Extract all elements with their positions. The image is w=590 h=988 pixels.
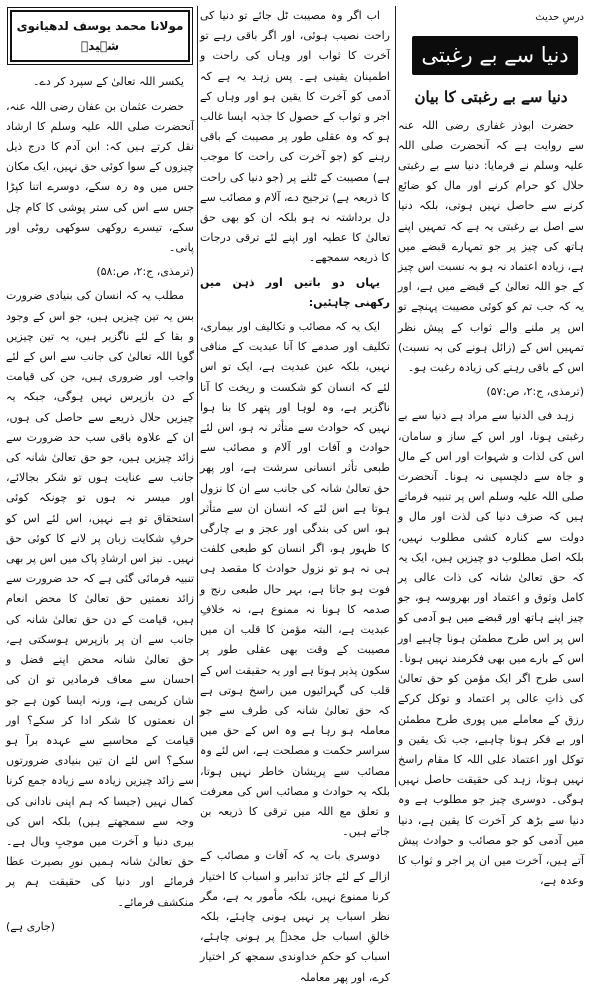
commentary-paragraph: مطلب یہ کہ انسان کی بنیادی ضرورت بس یہ تین چیزیں ہیں، جو اس کے وجود و بقا کے لئے ناگزیر ہیں، یہ تین چیزیں گویا اللہ تعالیٰ کی جانب سے اس کے لئے واجب اور ضروری ہیں، جن کی قیامت کے دن بازپرس نہیں ہوگی، جبکہ یہ چیزیں حلال ذریعے سے حاصل کی ہوں، ان کے علاوہ باقی سب حد ضرورت سے زائد چیزیں ہیں، جو حق تعالیٰ شانہ کی جانب سے عنایت ہوں تو شکر بجالائے، اور میسر نہ ہوں تو چونکہ کوئی استحقاق تو ہے نہیں، اس لئے اس کو حرفِ شکایت زبان پر لانے کا کوئی حق نہیں۔ نیز اس ارشادِ پاک میں اس پر بھی تنبیہ فرمائی گئی ہے کہ حد ضرورت سے زائد نعمتیں حق تعالیٰ کا محض انعام ہیں، قیامت کے دن حق تعالیٰ شانہ کی جانب سے ان پر بازپرس ہوسکتی ہے، حق تعالیٰ شانہ محض اپنے فضل و احسان سے معاف فرمادیں تو ان کی شان کریمی ہے، ورنہ ایسا کون ہے جو ان نعمتوں کا شکر ادا کر سکے؟ اور قیامت کے محاسبے سے عہدہ برآ ہو سکے؟ اس لئے ان تین بنیادی ضرورتوں سے زائد چیزیں زیادہ سے زیادہ جمع کرنا کمال نہیں (جیسا کہ ہم اپنی نادانی کی وجہ سے سمجھتے ہیں) بلکہ اس کی بیری دنیا و آخرت میں موجبِ وبال ہے۔ حق تعالیٰ شانہ ہمیں نورِ بصیرت عطا فرمائے اور دنیا کی حقیقت ہم پر منکشف فرمائے۔ [6, 289, 194, 909]
middle-column [200, 6, 390, 984]
right-column [398, 6, 584, 888]
hadith-citation: (ترمذی، ج:۲، ص:۵۸) [96, 265, 194, 279]
continued-marker: (جاری ہے) [6, 919, 56, 933]
column-divider [395, 6, 396, 787]
column-divider [197, 6, 198, 787]
hadith-citation: (ترمذی، ج:۲، ص:۵۷) [486, 385, 584, 399]
section-heading: دنیا سے بے رغبتی کا بیان [414, 88, 568, 107]
commentary-paragraph: ایک یہ کہ مصائب و تکالیف اور بیماری، تکلیف اور صدمے کا آنا عبدیت کے منافی نہیں، بلکہ عین عبدیت ہے، ایک تو اس لئے کہ انسان کو شکست و ریخت کا آنا ناگزیر ہے، وہ لوہا اور پتھر کا بنا ہوا نہیں کہ حوادث سے متأثر نہ ہو، اس لئے حوادث و آفات اور آلام و مصائب سے طبعی تأثر انسانی سرشت ہے، اور پھر حق تعالیٰ شانہ کی جانب سے ان کا نزول ہوتا ہے اس لئے کہ انسان ان سے متأثر ہو، اس کی بندگی اور عجز و بے چارگی کا ظہور ہو، اگر انسان کو طبعی کلفت ہی نہ ہو تو نزول حوادث کا مقصد ہی فوت ہو جاتا ہے، بہر حال طبعی رنج و صدمہ کا ہونا نہ ممنوع ہے، نہ خلافِ عبدیت ہے، البتہ مؤمن کا قلب ان میں مصیبت کے وقت بھی عقلی طور پر سکون پذیر ہوتا ہے اور یہ حقیقت اس کے قلب کی گہرائیوں میں راسخ ہوتی ہے کہ حق تعالیٰ شانہ کی طرف سے جو معاملہ ہو رہا ہے وہ اس کے حق میں سراسر حکمت و مصلحت ہے، اس لئے وہ مصائب سے پریشان خاطر نہیں ہوتا، بلکہ یہ حوادث و مصائب اس کی معرفت و تعلق مع اللہ میں ترقی کا ذریعہ بن جاتے ہیں۔ [200, 320, 390, 839]
hadith-paragraph: حضرت عثمان بن عفان رضی اللہ عنہ، آنحضرت صلی اللہ علیہ وسلم کا ارشاد نقل کرتے ہیں کہ: ابن آدم کا درج ذیل چیزوں کے سوا کوئی حق نہیں، ایک مکان جس میں وہ رہ سکے، دوسرے اتنا کپڑا جس سے اس کی ستر پوشی کا کام چل سکے، تیسرے روکھی سوکھی روٹی اور پانی۔ [6, 99, 194, 255]
column-label: درسِ حدیث [535, 12, 584, 23]
article-title: دنیا سے بے رغبتی [412, 36, 578, 75]
left-column [6, 6, 194, 933]
commentary-paragraph: دوسری بات یہ کہ آفات و مصائب کے ازالے کے لئے جائز تدابیر و اسباب کا اختیار کرنا ممنوع نہیں، بلکہ مأمور بہ ہے، مگر نظر اسباب پر نہیں ہونی چاہئے، بلکہ خالقِ اسباب جل مجدہٗ پر ہونی چاہئے، اسباب کو حکمِ خداوندی سمجھ کر اختیار کرے، اور پھر معاملہ [200, 849, 390, 984]
author-byline: مولانا محمد یوسف لدھیانوی شہیدؒ [10, 10, 190, 62]
commentary-paragraph: اب اگر وہ مصیبت ٹل جائے تو دنیا کی راحت نصیب ہوئی، اور اگر باقی رہے تو آخرت کا ثواب اور وہاں کی راحت و اطمینان یقینی ہے۔ پس زہد یہ ہے کہ آدمی کو آخرت کا یقین ہو اور وہاں کے اجر و ثواب کے حصول کا جذبہ ایسا غالب ہو کہ وہ عقلی طور پر مصیبت کے باقی رہنے کو (جو آخرت کی راحت کا موجب ہے) مصیبت کے ٹلنے پر (جو دنیا کی راحت کا ذریعہ ہے) ترجیح دے، آلام و مصائب سے دل برداشتہ نہ ہو بلکہ ان کو بھی حق تعالیٰ کا عطیہ اور اپنے لئے ترقی درجات کا ذریعہ سمجھے۔ [200, 9, 390, 265]
commentary-paragraph: یہاں دو باتیں اور ذہن میں رکھنی چاہئیں: [200, 275, 390, 309]
commentary-paragraph: یکسر اللہ تعالیٰ کے سپرد کر دے۔ [32, 75, 184, 89]
hadith-paragraph: حضرت ابوذر غفاری رضی اللہ عنہ سے روایت ہے کہ آنحضرت صلی اللہ علیہ وسلم نے فرمایا: دنیا سے بے رغبتی حلال کو حرام کرنے اور مال کو ضائع کرنے سے حاصل نہیں ہوتی، بلکہ دنیا سے اصل بے رغبتی یہ ہے کہ تمہیں اپنے ہاتھ کی چیز پر جو تمہارے قبضے میں ہے، زیادہ اعتماد نہ ہو بہ نسبت اس چیز کے جو اللہ تعالیٰ کے قبضے میں ہے، اور یہ کہ جب تم کو کوئی مصیبت پہنچے تو اس پر ملنے والے ثواب کے پیش نظر تمہیں اس کے (زائل ہونے کی بہ نسبت) اس کے باقی رہنے کی زیادہ رغبت ہو۔ [398, 118, 584, 375]
commentary-paragraph: زہد فی الدنیا سے مراد ہے دنیا سے بے رغبتی ہونا، اور اس کے ساز و سامان، اس کی لذات و شہوات اور اس کے مال و جاہ سے دلچسپی نہ ہونا۔ آنحضرت صلی اللہ علیہ وسلم اس پر تنبیہ فرماتے ہیں کہ صرف دنیا کی لذت اور مال و دولت سے کنارہ کشی مطلوب نہیں، بلکہ اصل مطلوب دو چیزیں ہیں، ایک یہ کہ حق تعالیٰ شانہ کی ذات عالی پر کامل وثوق و اعتماد اور بھروسہ ہو، جو چیز اپنے ہاتھ اور قبضے میں ہو آدمی کو اس پر اس طرح مطمئن ہونا چاہیے اور اس کے بارے میں بھی فکرمند نہیں ہونا۔ اسی طرح اگر ایک مؤمن کو حق تعالیٰ کی ذاتِ عالی پر اعتماد و توکل کرکے رزق کے معاملے میں پوری طرح مطمئن اور بے فکر ہونا چاہیے، جب تک یقین و توکل اور اعتماد علی اللہ کا مقام راسخ نہیں ہوتا، زہد کی حقیقت حاصل نہیں ہوگی۔ دوسری چیز جو مطلوب ہے وہ دنیا سے بڑھ کر آخرت کا یقین ہے، دنیا میں آدمی کو جو مصائب و حوادث پیش آتے ہیں، آخرت میں ان پر اجر و ثواب کا وعدہ ہے، [398, 409, 584, 888]
